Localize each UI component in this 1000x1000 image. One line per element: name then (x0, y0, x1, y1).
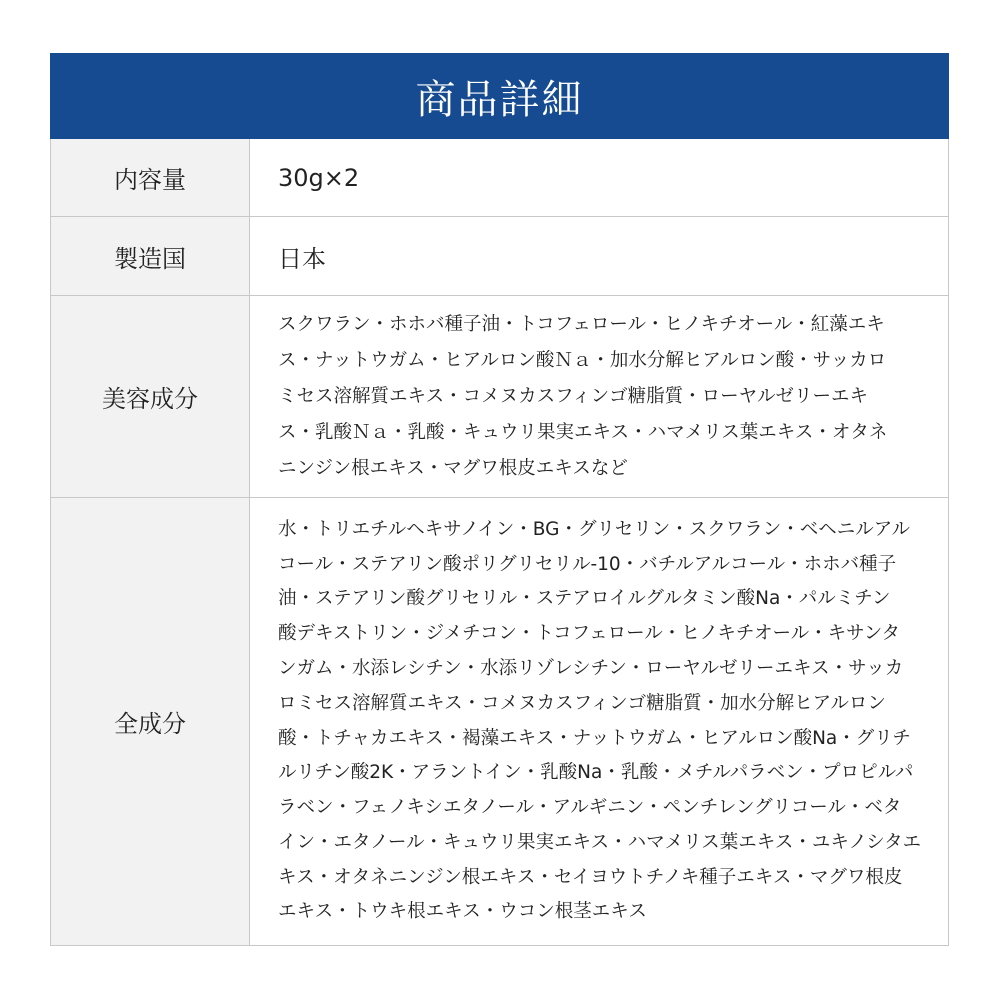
text-line: スクワラン・ホホバ種子油・トコフェロール・ヒノキチオール・紅藻エキ (278, 313, 885, 335)
row-value: 日本 (278, 244, 326, 273)
row-content-volume (50, 139, 949, 217)
text-line: ラベン・フェノキシエタノール・アルギニン・ペンチレングリコール・ベタ (278, 797, 902, 819)
text-line: ニンジン根エキス・マグワ根皮エキスなど (278, 457, 628, 479)
text-line: ロミセス溶解質エキス・コメヌカスフィンゴ糖脂質・加水分解ヒアルロン (278, 692, 886, 714)
text-line: 酸デキストリン・ジメチコン・トコフェロール・ヒノキチオール・キサンタ (278, 623, 900, 645)
row-label: 製造国 (51, 217, 250, 295)
text-line: ンガム・水添レシチン・水添リゾレシチン・ローヤルゼリーエキス・サッカ (278, 657, 904, 679)
row-all-ingredients (50, 498, 949, 946)
row-label: 全成分 (51, 498, 250, 945)
row-beauty-ingredients (50, 296, 949, 498)
text-line: ス・乳酸Ｎａ・乳酸・キュウリ果実エキス・ハマメリス葉エキス・オタネ (278, 421, 888, 443)
text-line: 油・ステアリン酸グリセリル・ステアロイルグルタミン酸Na・パルミチン (278, 588, 891, 610)
text-line: ミセス溶解質エキス・コメヌカスフィンゴ糖脂質・ローヤルゼリーエキ (278, 385, 868, 407)
row-label: 内容量 (51, 139, 250, 216)
row-value (250, 296, 948, 497)
text-line: 水・トリエチルヘキサノイン・BG・グリセリン・スクワラン・ベヘニルアル (278, 518, 911, 540)
text-line: ルリチン酸2K・アラントイン・乳酸Na・乳酸・メチルパラベン・プロピルパ (278, 762, 914, 784)
text-line: ス・ナットウガム・ヒアルロン酸Ｎａ・加水分解ヒアルロン酸・サッカロ (278, 349, 887, 371)
table-title: 商品詳細 (50, 53, 949, 139)
product-detail-table (50, 53, 949, 946)
row-value (250, 498, 948, 945)
row-value: 30g×2 (278, 163, 360, 192)
text-line: エキス・トウキ根エキス・ウコン根茎エキス (278, 901, 647, 923)
text-line: コール・ステアリン酸ポリグリセリル-10・バチルアルコール・ホホバ種子 (278, 553, 897, 575)
text-line: イン・エタノール・キュウリ果実エキス・ハマメリス葉エキス・ユキノシタエ (278, 831, 922, 853)
text-line: キス・オタネニンジン根エキス・セイヨウトチノキ種子エキス・マグワ根皮 (278, 866, 903, 888)
row-label: 美容成分 (51, 296, 250, 497)
text-line: 酸・トチャカエキス・褐藻エキス・ナットウガム・ヒアルロン酸Na・グリチ (278, 727, 911, 749)
row-country (50, 217, 949, 296)
